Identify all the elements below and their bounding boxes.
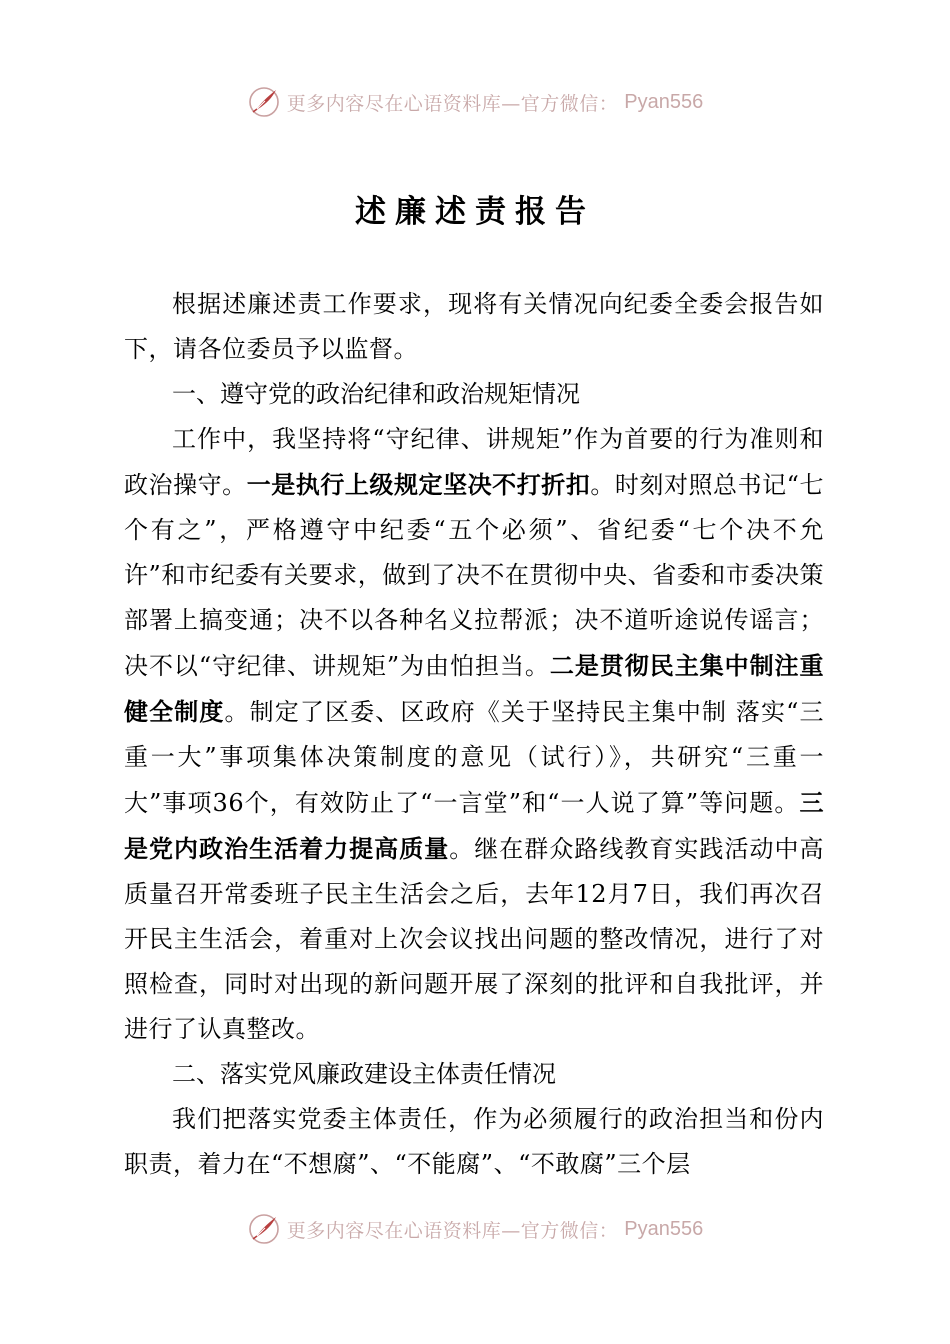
watermark-wechat-id: Pyan556	[624, 1217, 704, 1240]
document-body	[124, 282, 824, 1187]
paragraph-text: 。时刻对照总书记“七个有之”，严格遵守中纪委“五个必须”、省纪委“七个决不允许”和市纪委有关要求，做到了决不在贯彻中央、省委和市委决策部署上搞变通；决不以各种名义拉帮派；决不道听途说传谣言；决不以“守纪律、讲规矩”为由怕担当。	[124, 471, 824, 680]
bold-point-1: 一是执行上级规定坚决不打折扣	[246, 470, 591, 499]
paragraph-text: 。制定了区委、区政府《关于坚持民主集中制 落实“三重一大”事项集体决策制度的意见（试行）》，共研究“三重一大”事项36个，有效防止了“一言堂”和“一人说了算”等问题。	[124, 698, 824, 817]
section-1-paragraph	[124, 417, 824, 1052]
watermark-wechat-id: Pyan556	[624, 90, 704, 113]
bold-point-3: 三是党内政治生活着力提高质量	[124, 788, 824, 863]
quill-circle-icon	[247, 85, 281, 119]
section-heading-1: 一、遵守党的政治纪律和政治规矩情况	[172, 380, 580, 408]
intro-paragraph: 根据述廉述责工作要求，现将有关情况向纪委全委会报告如下，请各位委员予以监督。	[124, 290, 824, 363]
watermark-text: 更多内容尽在心语资料库—官方微信：	[286, 92, 619, 115]
watermark-footer	[0, 1209, 950, 1249]
section-heading-2: 二、落实党风廉政建设主体责任情况	[172, 1060, 556, 1088]
quill-circle-icon	[247, 1212, 281, 1246]
watermark-header	[0, 82, 950, 122]
paragraph-text: 工作中，我坚持将“守纪律、讲规矩”作为首要的行为准则和政治操守。	[124, 425, 824, 499]
paragraph-text: 。继在群众路线教育实践活动中高质量召开常委班子民主生活会之后，去年12月7日，我们再次召开民主生活会，着重对上次会议找出问题的整改情况，进行了对照检查，同时对出现的新问题开展了深刻的批评和自我批评，并进行了认真整改。	[124, 835, 825, 1043]
document-title: 述廉述责报告	[355, 194, 595, 230]
bold-point-2: 二是贯彻民主集中制注重健全制度	[124, 651, 825, 726]
watermark-text: 更多内容尽在心语资料库—官方微信：	[286, 1219, 619, 1242]
section-2-paragraph: 我们把落实党委主体责任，作为必须履行的政治担当和份内职责，着力在“不想腐”、“不能腐”、“不敢腐”三个层	[124, 1105, 824, 1178]
